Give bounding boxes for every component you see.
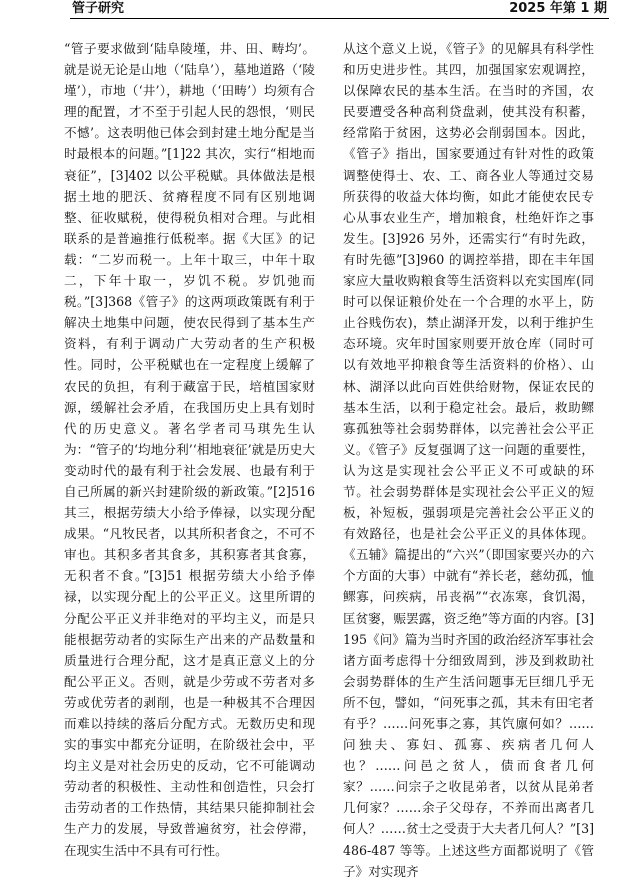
left-column bbox=[64, 38, 315, 861]
journal-name: 管子研究 bbox=[72, 1, 125, 16]
page-header bbox=[70, 0, 609, 19]
right-column bbox=[343, 38, 594, 882]
issue-number: 2025 年第 1 期 bbox=[509, 1, 607, 16]
left-column-text: “管子要求做到‘陆阜陵墐，井、田、畴均’。就是说无论是山地（‘陆阜’），墓地道路（‘陵墐’），市地（‘井’），耕地（‘田畴’）均须有合理的配置，才不至于引起人民的怨恨，‘则民不憾’。这表明他已体会到封建土地分配是当时最根本的问题。”[1]22 其次，实行“相地而衰征”，[3]402 以公平税赋。具体做法是根据土地的肥沃、贫瘠程度不同有区别地调整、征收赋税，使得税负相对合理。与此相联系的是普遍推行低税率。据《大匡》的记载：“二岁而税一。上年十取三，中年十取二，下年十取一，岁饥不税。岁饥弛而税。”[3]368《管子》的这两项政策既有利于解决土地集中问题，使农民得到了基本生产资料，有利于调动广大劳动者的生产积极性。同时，公平税赋也在一定程度上缓解了农民的负担，有利于藏富于民，培植国家财源，缓解社会矛盾，在我国历史上具有划时代的历史意义。著名学者司马琪先生认为：“管子的‘均地分利’‘相地衰征’就是历史大变动时代的最有利于社会发展、也最有利于自己所属的新兴封建阶级的新政策。”[2]516 其三，根据劳绩大小给予俸禄，以实现分配成果。“凡牧民者，以其所积者食之，不可不审也。其积多者其食多，其积寡者其食寡，无积者不食。”[3]51 根据劳绩大小给予俸禄，以实现分配上的公平正义。这里所谓的分配公平正义并非绝对的平均主义，而是只能根据劳动者的实际生产出来的产品数量和质量进行合理分配，这才是真正意义上的分配公平正义。否则，就是少劳或不劳者对多劳或优劳者的剥削，也是一种极其不合理因而难以持续的落后分配方式。无数历史和现实的事实中都充分证明，在阶级社会中，平均主义是对社会历史的反动，它不可能调动劳动者的积极性、主动性和创造性，只会打击劳动者的工作热情，其结果只能抑制社会生产力的发展，导致普遍贫穷，社会停滞，在现实生活中不具有可行性。 bbox=[64, 41, 315, 858]
right-column-text: 从这个意义上说，《管子》的见解具有科学性和历史进步性。其四，加强国家宏观调控，以保障农民的基本生活。在当时的齐国，农民要遭受各种高利贷盘剥，使其没有积蓄，经常陷于贫困，这势必会削弱国本。因此，《管子》指出，国家要通过有针对性的政策调整使得士、农、工、商各业人等通过交易所获得的收益大体均衡，如此才能使农民专心从事农业生产，增加粮食，杜绝奸诈之事发生。[3]926 另外，还需实行“有时先政，有时先德”[3]960 的调控举措，即在丰年国家应大量收购粮食等生活资料以充实国库(同时可以保证粮价处在一个合理的水平上，防止谷贱伤农)，禁止湖泽开发，以利于维护生态环境。灾年时国家则要开放仓库（同时可以有效地平抑粮食等生活资料的价格）、山林、湖泽以此向百姓供给财物，保证农民的基本生活，以利于稳定社会。最后，救助鳏寡孤独等社会弱势群体，以完善社会公平正义。《管子》反复强调了这一问题的重要性，认为这是实现社会公平正义不可或缺的环节。社会弱势群体是实现社会公平正义的短板，补短板，强弱项是完善社会公平正义的有效路径，也是社会公平正义的具体体现。《五辅》篇提出的“六兴”（即国家要兴办的六个方面的大事）中就有“养长老，慈幼孤，恤鳏寡，问疾病，吊丧祸”“衣冻寒，食饥渴，匡贫窭，赈罢露，资乏绝”等方面的内容。[3]195《问》篇为当时齐国的政治经济军事社会诸方面考虑得十分细致周到，涉及到救助社会弱势群体的生产生活问题事无巨细几乎无所不包，譬如，“问死事之孤，其未有田宅者有乎？……问死事之寡，其饩廪何如？……问独夫、寡妇、孤寡、疾病者几何人也？……问邑之贫人，债而食者几何家？……问宗子之收昆弟者，以贫从昆弟者几何家？……余子父母存，不养而出离者几何人？……贫士之受责于大夫者几何人？”[3]486-487 等等。上述这些方面都说明了《管子》对实现齐 bbox=[343, 41, 594, 879]
